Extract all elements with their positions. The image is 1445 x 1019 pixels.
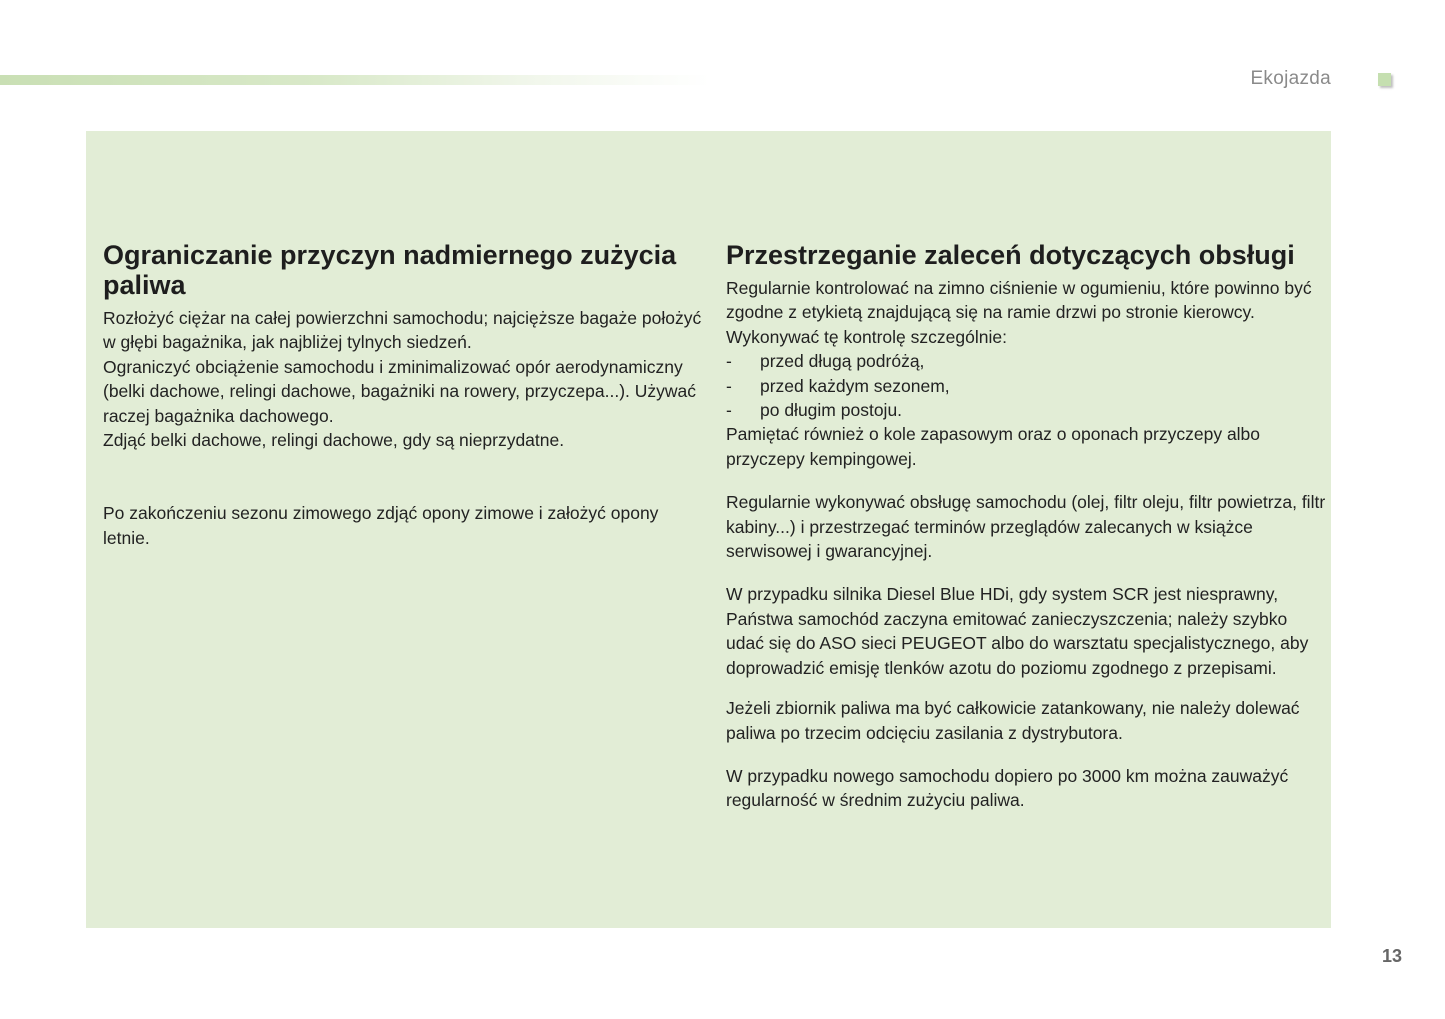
right-paragraph: Regularnie wykonywać obsługę samochodu (olej, filtr oleju, filtr powietrza, filtr kabiny...) i przestrzegać terminów przeglądów zalecanych w książce serwisowej i gwarancyjnej. — [726, 492, 1326, 562]
list-item-text: przed długą podróżą, — [760, 351, 925, 372]
spacer — [726, 745, 1326, 764]
list-item — [726, 374, 1326, 398]
list-intro: Wykonywać tę kontrolę szczególnie: — [726, 326, 1007, 347]
spacer — [726, 471, 1326, 490]
right-column — [726, 240, 1326, 813]
content-panel — [86, 131, 1331, 928]
list-item-text: po długim postoju. — [760, 400, 903, 421]
after-list-paragraph: Pamiętać również o kole zapasowym oraz o oponach przyczepy albo przyczepy kempingowej. — [726, 424, 1261, 469]
dash-bullet: - — [726, 375, 732, 396]
list-item-text: przed każdym sezonem, — [760, 375, 950, 396]
spacer — [103, 452, 703, 501]
right-paragraph: W przypadku silnika Diesel Blue HDi, gdy system SCR jest niesprawny, Państwa samochód zaczyna emitować zanieczyszczenia; należy szybko udać się do ASO sieci PEUGEOT albo do warsztatu specjalistycznego, aby doprowadzić emisję tlenków azotu do poziomu zgodnego z przepisami. — [726, 584, 1309, 678]
right-intro-paragraph: Regularnie kontrolować na zimno ciśnienie w ogumieniu, które powinno być zgodne z etykietą znajdującą się na ramie drzwi po stronie kierowcy. — [726, 278, 1312, 323]
header-gradient-rule — [0, 75, 710, 85]
left-paragraph: Rozłożyć ciężar na całej powierzchni samochodu; najcięższe bagaże położyć w głębi bagażnika, jak najbliżej tylnych siedzeń. — [103, 308, 702, 353]
left-paragraph: Po zakończeniu sezonu zimowego zdjąć opony zimowe i założyć opony letnie. — [103, 503, 659, 548]
right-section-title: Przestrzeganie zaleceń dotyczących obsługi — [726, 240, 1295, 270]
page-number: 13 — [1382, 946, 1403, 966]
dash-bullet: - — [726, 400, 732, 421]
left-column — [103, 240, 703, 550]
dash-bullet: - — [726, 351, 732, 372]
spacer — [726, 563, 1326, 582]
spacer — [726, 680, 1326, 696]
section-label: Ekojazda — [1250, 68, 1331, 89]
list-item — [726, 349, 1326, 373]
right-paragraph: W przypadku nowego samochodu dopiero po 3000 km można zauważyć regularność w średnim zużyciu paliwa. — [726, 765, 1289, 811]
left-paragraph: Ograniczyć obciążenie samochodu i zminimalizować opór aerodynamiczny (belki dachowe, relingi dachowe, bagażniki na rowery, przyczepa...). Używać raczej bagażnika dachowego. — [103, 356, 697, 426]
right-paragraph: Jeżeli zbiornik paliwa ma być całkowicie zatankowany, nie należy dolewać paliwa po trzecim odcięciu zasilania z dystrybutora. — [726, 698, 1300, 743]
left-paragraph: Zdjąć belki dachowe, relingi dachowe, gdy są nieprzydatne. — [103, 430, 565, 451]
section-marker-square — [1378, 73, 1391, 86]
left-section-title: Ograniczanie przyczyn nadmiernego zużycia paliwa — [103, 240, 677, 300]
list-item — [726, 398, 1326, 422]
